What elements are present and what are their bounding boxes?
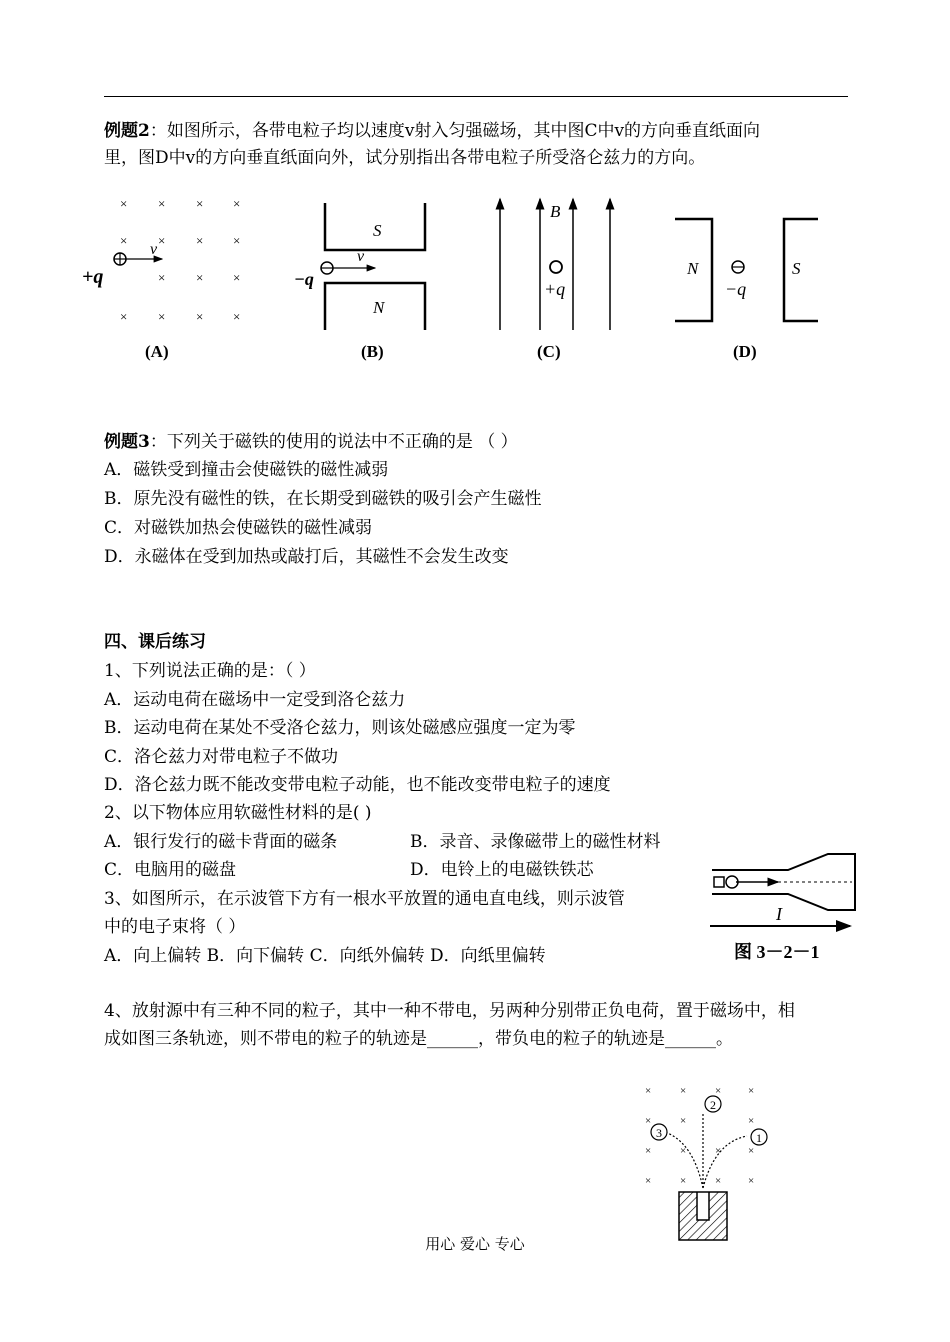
section-title: 四、课后练习: [104, 632, 206, 652]
example2-line1: 例题2：如图所示，各带电粒子均以速度v射入匀强磁场，其中图C中v的方向垂直纸面向: [104, 121, 761, 141]
svg-text:×: ×: [233, 196, 241, 211]
svg-text:×: ×: [748, 1085, 755, 1097]
q4-stem-line2: 成如图三条轨迹，则不带电的粒子的轨迹是______，带负电的粒子的轨迹是______。: [104, 1029, 733, 1049]
oscilloscope-figure: [700, 848, 870, 968]
svg-text:×: ×: [715, 1175, 722, 1187]
caption-c: (C): [537, 342, 561, 361]
q3-stem-line1: 3、如图所示，在示波管下方有一根水平放置的通电直电线，则示波管: [104, 889, 625, 909]
svg-text:×: ×: [196, 270, 204, 285]
track-1-label: 1: [756, 1131, 762, 1145]
charge-label-d: −q: [725, 279, 747, 299]
v-label-b: v: [357, 248, 365, 265]
svg-text:×: ×: [158, 270, 166, 285]
footer-motto: 用心 爱心 专心: [425, 1235, 525, 1253]
track-1: [703, 1136, 747, 1188]
q1-option-b: B．运动电荷在某处不受洛仑兹力，则该处磁感应强度一定为零: [104, 718, 576, 738]
q2-option-a: A．银行发行的磁卡背面的磁条: [104, 832, 338, 852]
svg-text:×: ×: [680, 1175, 687, 1187]
svg-text:×: ×: [196, 309, 204, 324]
charge-label-b: −q: [294, 269, 314, 289]
q1-option-c: C．洛仑兹力对带电粒子不做功: [104, 747, 339, 767]
example2-figures: [70, 185, 870, 370]
svg-text:×: ×: [196, 233, 204, 248]
svg-text:×: ×: [120, 196, 128, 211]
tracks-figure: [635, 1080, 785, 1245]
svg-text:×: ×: [120, 233, 128, 248]
v-label-a: v: [150, 241, 158, 258]
example3-option-a: A．磁铁受到撞击会使磁铁的磁性减弱: [104, 460, 389, 480]
svg-text:×: ×: [233, 233, 241, 248]
example3-option-c: C．对磁铁加热会使磁铁的磁性减弱: [104, 518, 373, 538]
svg-text:×: ×: [680, 1085, 687, 1097]
q1-option-d: D．洛仑兹力既不能改变带电粒子动能，也不能改变带电粒子的速度: [104, 775, 611, 795]
figure-a: [120, 196, 240, 324]
svg-text:×: ×: [748, 1175, 755, 1187]
current-label: I: [776, 904, 782, 924]
q3-options: A．向上偏转 B．向下偏转 C．向纸外偏转 D．向纸里偏转: [104, 946, 546, 966]
q2-option-b: B．录音、录像磁带上的磁性材料: [410, 832, 661, 852]
n-label-d: N: [687, 259, 699, 278]
track-2-label: 2: [710, 1098, 716, 1112]
example3-option-b: B．原先没有磁性的铁，在长期受到磁铁的吸引会产生磁性: [104, 489, 542, 509]
q1-option-a: A．运动电荷在磁场中一定受到洛仑兹力: [104, 690, 406, 710]
s-label-b: S: [373, 221, 382, 240]
s-label-d: S: [792, 259, 801, 278]
example3-question: 例题3：下列关于磁铁的使用的说法中不正确的是 （ ）: [104, 432, 518, 452]
q2-option-d: D．电铃上的电磁铁铁芯: [410, 860, 594, 880]
svg-text:×: ×: [233, 309, 241, 324]
svg-text:×: ×: [645, 1145, 652, 1157]
caption-d: (D): [733, 342, 757, 361]
q3-stem-line2: 中的电子束将（ ）: [104, 917, 246, 937]
svg-text:×: ×: [158, 233, 166, 248]
svg-text:×: ×: [120, 309, 128, 324]
caption-a: (A): [145, 342, 169, 361]
header-rule: [104, 96, 848, 97]
svg-text:×: ×: [645, 1085, 652, 1097]
magnet-s-d: [784, 219, 818, 321]
example3-option-d: D．永磁体在受到加热或敲打后，其磁性不会发生改变: [104, 547, 509, 567]
svg-text:×: ×: [715, 1145, 722, 1157]
example2-label: 例题2: [104, 121, 150, 141]
svg-text:×: ×: [748, 1115, 755, 1127]
q4-stem-line1: 4、放射源中有三种不同的粒子，其中一种不带电，另两种分别带正负电荷，置于磁场中，相: [104, 1001, 795, 1021]
q1-stem: 1、下列说法正确的是：（ ）: [104, 661, 316, 681]
svg-text:×: ×: [645, 1115, 652, 1127]
example2-line2: 里，图D中v的方向垂直纸面向外，试分别指出各带电粒子所受洛仑兹力的方向。: [104, 148, 706, 168]
svg-text:×: ×: [233, 270, 241, 285]
svg-text:×: ×: [748, 1145, 755, 1157]
svg-text:×: ×: [196, 196, 204, 211]
svg-text:×: ×: [680, 1145, 687, 1157]
svg-text:×: ×: [158, 196, 166, 211]
charge-label-a: +q: [82, 266, 104, 288]
svg-text:×: ×: [645, 1175, 652, 1187]
example3-label: 例题3: [104, 432, 150, 452]
b-label-c: B: [550, 202, 561, 221]
svg-text:×: ×: [158, 309, 166, 324]
n-label-b: N: [373, 298, 385, 317]
svg-text:×: ×: [680, 1115, 687, 1127]
q2-option-c: C．电脑用的磁盘: [104, 860, 237, 880]
track-3-label: 3: [656, 1126, 662, 1140]
particle-c: [550, 261, 562, 273]
charge-label-c: +q: [544, 279, 566, 299]
figure-caption: 图 3－2－1: [734, 942, 820, 962]
svg-text:×: ×: [715, 1085, 722, 1097]
q2-stem: 2、以下物体应用软磁性材料的是( ): [104, 803, 372, 823]
caption-b: (B): [361, 342, 384, 361]
